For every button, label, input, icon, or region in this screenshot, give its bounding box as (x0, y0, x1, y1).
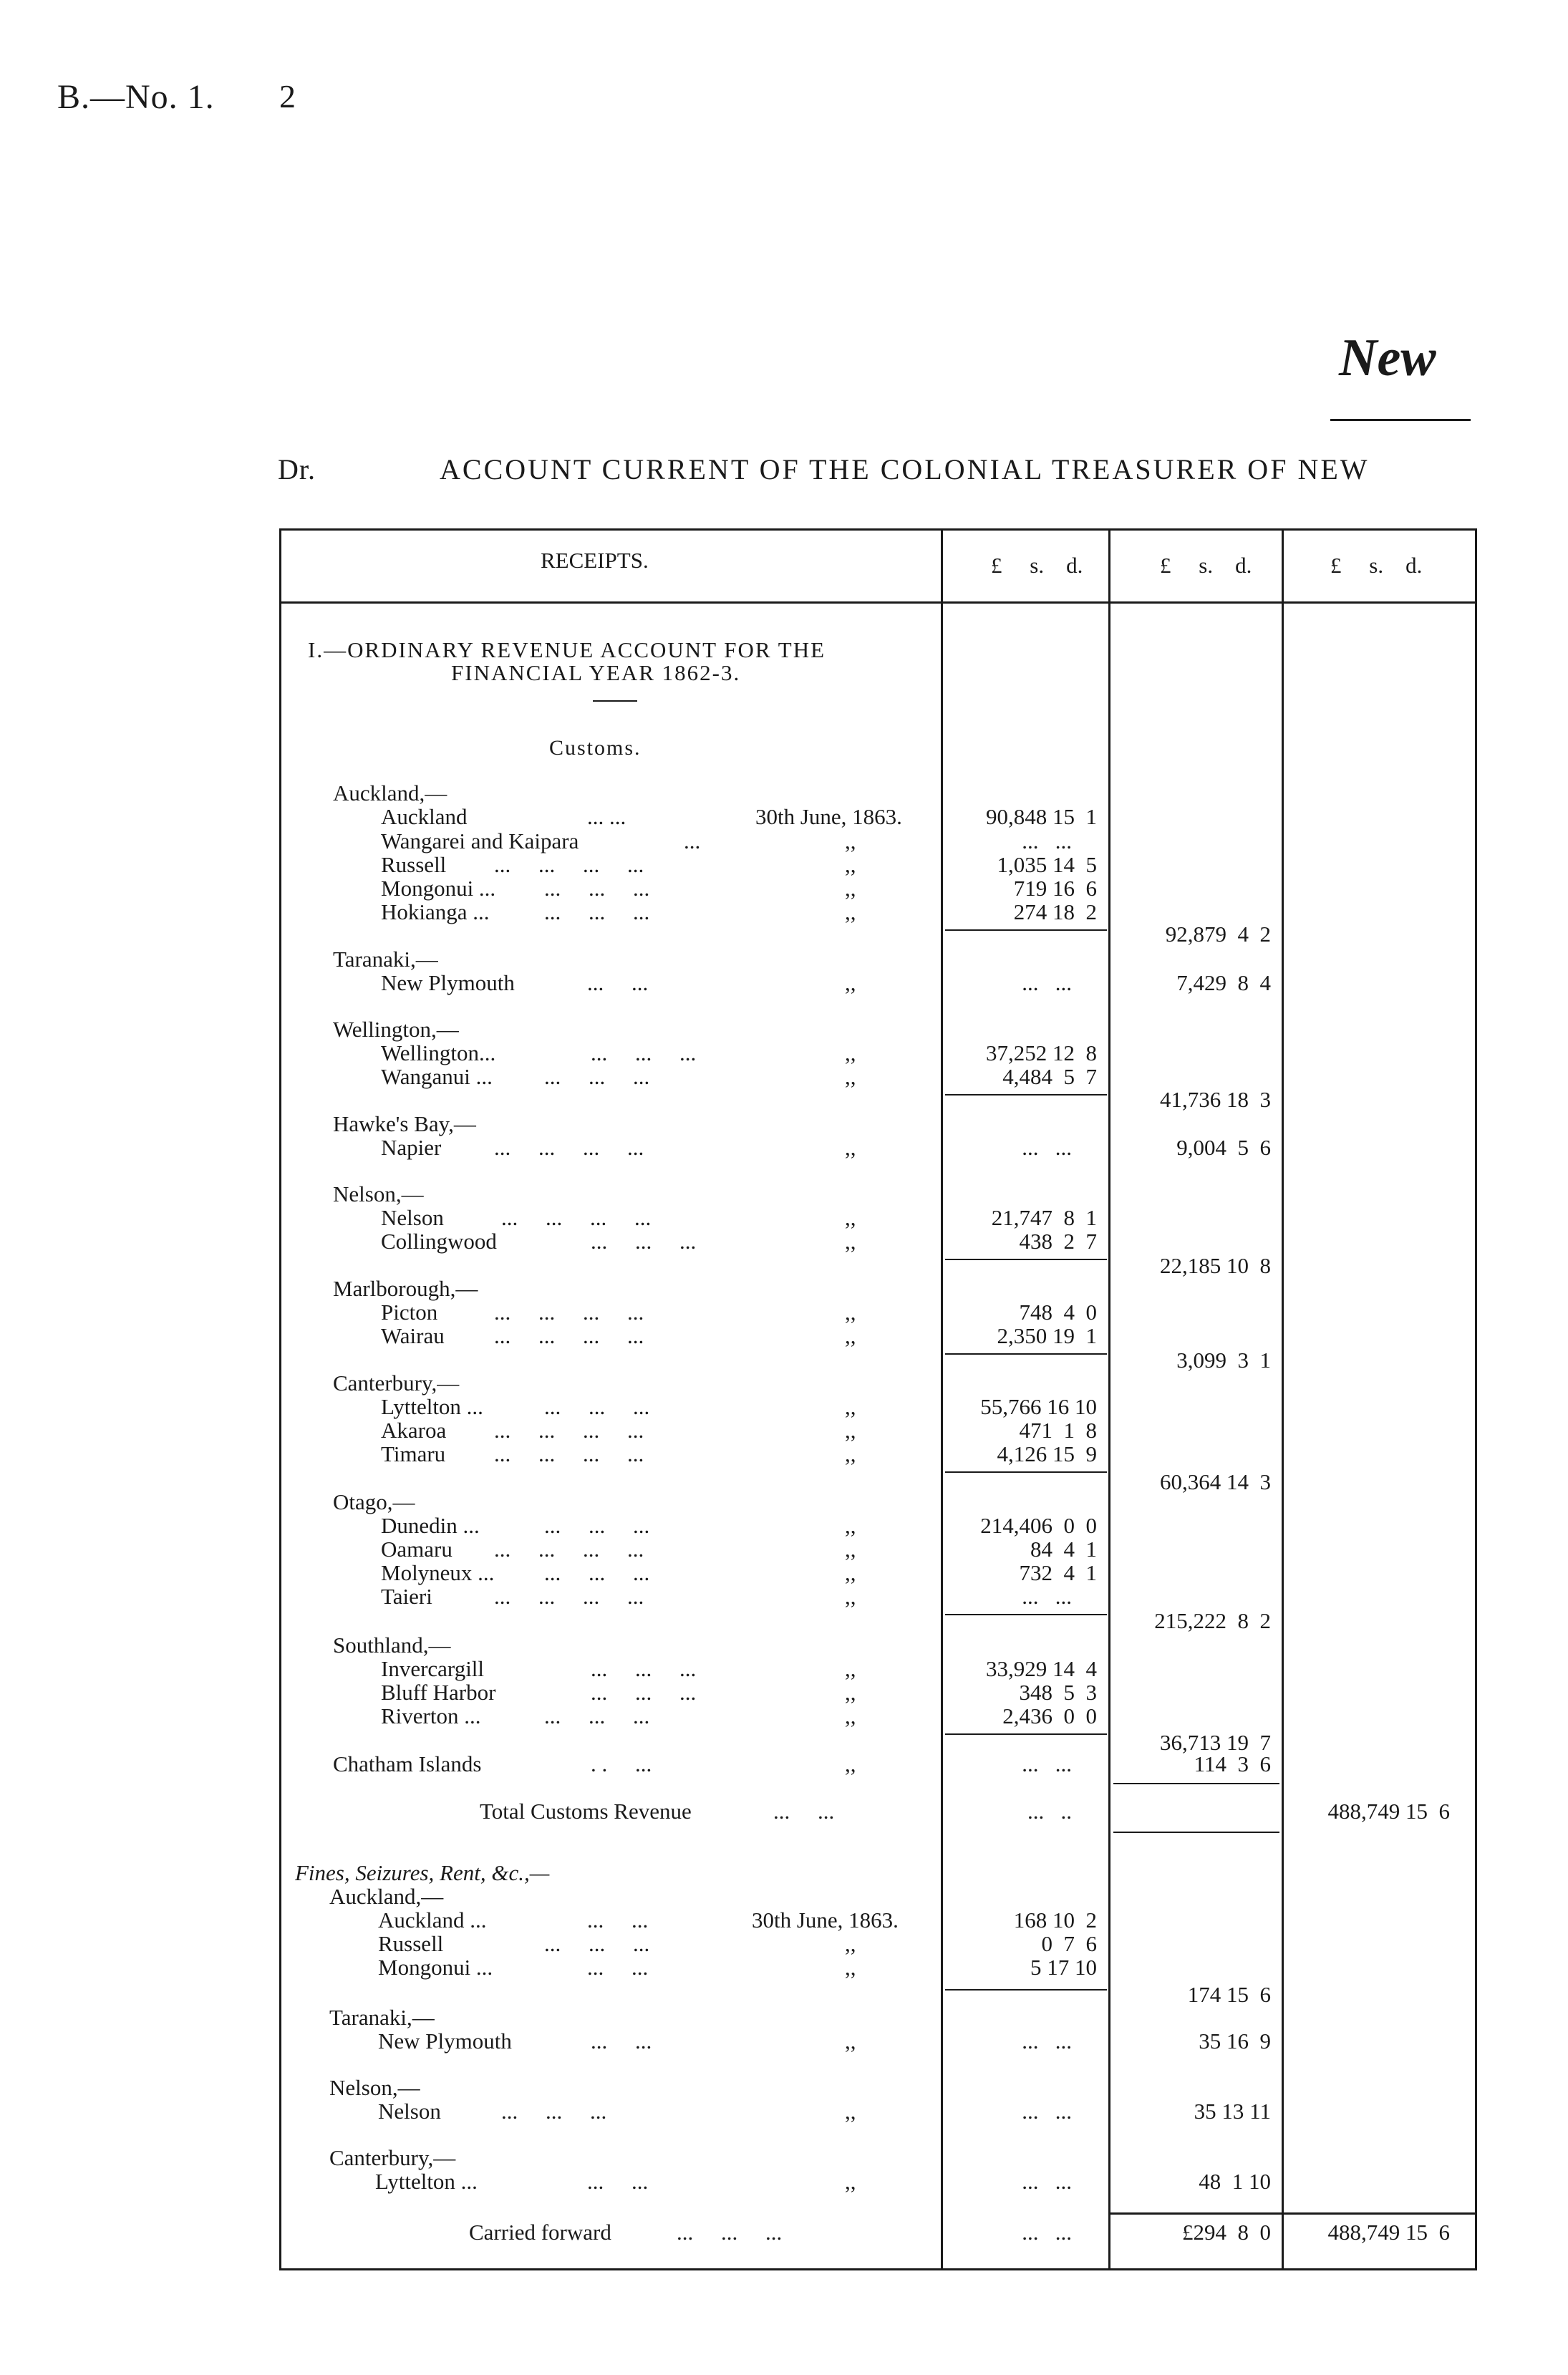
amount-col1: 55,766 16 10 (980, 1394, 1097, 1419)
port-label: Chatham Islands (333, 1751, 482, 1776)
ditto-mark: ,, (845, 2099, 856, 2124)
dot-leader: ... ... ... (544, 876, 650, 901)
amount-col1: 2,436 0 0 (1002, 1703, 1097, 1728)
ditto-mark: ,, (845, 1680, 856, 1705)
port-label: Wangarei and Kaipara (381, 828, 579, 853)
ditto-mark: ,, (845, 1931, 856, 1956)
amount-col1: 471 1 8 (1019, 1418, 1097, 1443)
subtotal-col2: 22,185 10 8 (1160, 1253, 1271, 1278)
carried-forward-label: Carried forward (469, 2220, 611, 2245)
amount-col1: ... ... (1022, 2099, 1072, 2124)
ditto-mark: ,, (845, 1584, 856, 1609)
dot-leader: ... ... (587, 1907, 649, 1933)
subtotal-col2: 36,713 19 7 (1160, 1730, 1271, 1755)
table-left-border (279, 528, 281, 2270)
dot-leader: ... ... ... (591, 1680, 697, 1705)
dot-leader: ... ... (587, 970, 649, 995)
district-heading: Southland,— (333, 1632, 451, 1658)
district-heading: Marlborough,— (333, 1276, 478, 1301)
port-label: Riverton ... (381, 1703, 481, 1728)
port-label: Hokianga ... (381, 899, 490, 924)
carried-forward-rule (1110, 2212, 1476, 2215)
ditto-mark: ,, (845, 1135, 856, 1160)
amount-col1: 4,126 15 9 (997, 1441, 1097, 1466)
subtotal-col2: 41,736 18 3 (1160, 1087, 1271, 1112)
ditto-mark: ,, (845, 1537, 856, 1562)
port-label: Auckland (381, 804, 468, 829)
port-label: Wellington... (381, 1040, 496, 1065)
ditto-mark: ,, (845, 1751, 856, 1776)
dot-leader: ... ... (587, 1955, 649, 1980)
dot-leader: ... ... ... (591, 1229, 697, 1254)
heading-fragment: New (1339, 329, 1436, 387)
subtotal-col2: 35 16 9 (1199, 2028, 1271, 2054)
district-heading: Taranaki,— (329, 2005, 435, 2030)
subtotal-rule (945, 1733, 1107, 1735)
total-customs-label: Total Customs Revenue (480, 1799, 692, 1824)
ditto-mark: ,, (845, 1656, 856, 1681)
subtotal-col2: 7,429 8 4 (1176, 970, 1271, 995)
subtotal-col2: 35 13 11 (1194, 2099, 1271, 2124)
district-heading: Nelson,— (333, 1181, 424, 1206)
district-heading: Wellington,— (333, 1017, 459, 1042)
dot-leader: . . ... (591, 1751, 652, 1776)
date-label: 30th June, 1863. (755, 804, 902, 829)
amount-col1: 0 7 6 (1041, 1931, 1097, 1956)
port-label: New Plymouth (378, 2028, 512, 2054)
dot-leader: ... ... ... ... (494, 852, 644, 877)
district-heading: Taranaki,— (333, 947, 438, 972)
amount-col1: 732 4 1 (1019, 1560, 1097, 1585)
subtotal-rule (1113, 1832, 1279, 1833)
port-label: Akaroa (381, 1418, 447, 1443)
dot-leader: ... ... ... ... (494, 1584, 644, 1609)
ditto-mark: ,, (845, 876, 856, 901)
port-label: Bluff Harbor (381, 1680, 496, 1705)
ditto-mark: ,, (845, 1513, 856, 1538)
port-label: Dunedin ... (381, 1513, 480, 1538)
amount-col1: 1,035 14 5 (997, 852, 1097, 877)
date-label: 30th June, 1863. (752, 1907, 899, 1933)
dot-leader: ... ... ... (591, 1656, 697, 1681)
subtotal-rule (945, 1471, 1107, 1473)
ditto-mark: ,, (845, 1064, 856, 1089)
amount-col1: ... ... (1022, 1751, 1072, 1776)
carried-col2: £294 8 0 (1182, 2220, 1271, 2245)
subtotal-rule (945, 1989, 1107, 1991)
district-heading: Canterbury,— (333, 1370, 460, 1396)
amount-col1: 748 4 0 (1019, 1300, 1097, 1325)
dot-leader: ... ... (587, 2169, 649, 2194)
subtotal-col2: 3,099 3 1 (1176, 1348, 1271, 1373)
dot-leader: ... ... ... (591, 1040, 697, 1065)
dot-leader: ... ... ... ... (494, 1300, 644, 1325)
port-label: Russell (378, 1931, 444, 1956)
subtotal-rule (945, 1614, 1107, 1615)
ditto-mark: ,, (845, 1441, 856, 1466)
amount-col1: 5 17 10 (1030, 1955, 1097, 1980)
section-title-rule (593, 700, 637, 702)
ditto-mark: ,, (845, 1955, 856, 1980)
ditto-mark: ,, (845, 899, 856, 924)
dot-leader: ... ... ... (677, 2220, 783, 2245)
ditto-mark: ,, (845, 852, 856, 877)
port-label: Nelson (381, 1205, 444, 1230)
port-label: Russell (381, 852, 447, 877)
district-heading: Hawke's Bay,— (333, 1111, 476, 1136)
port-label: Lyttelton ... (381, 1394, 483, 1419)
port-label: Taieri (381, 1584, 432, 1609)
dot-leader: ... ... ... ... (494, 1537, 644, 1562)
subtotal-rule (945, 1353, 1107, 1355)
money-column-header-3: £ s. d. (1330, 553, 1423, 578)
dot-leader: ... ... ... (501, 2099, 607, 2124)
amount-col1: 90,848 15 1 (986, 804, 1097, 829)
amount-col1: ... ... (1022, 970, 1072, 995)
subtotal-col2: 9,004 5 6 (1176, 1135, 1271, 1160)
amount-col1: ... ... (1022, 2169, 1072, 2194)
ditto-mark: ,, (845, 1205, 856, 1230)
amount-col1: ... ... (1022, 828, 1072, 853)
dot-leader: ... ... ... (544, 1394, 650, 1419)
debit-label: Dr. (278, 453, 316, 485)
amount-col1: 274 18 2 (1013, 899, 1097, 924)
port-label: Picton (381, 1300, 438, 1325)
ditto-mark: ,, (845, 1323, 856, 1348)
dot-leader: ... ... ... (544, 1513, 650, 1538)
customs-heading: Customs. (549, 736, 642, 760)
section-title-line-1: I.—ORDINARY REVENUE ACCOUNT FOR THE (308, 637, 826, 662)
port-label: Nelson (378, 2099, 441, 2124)
subtotal-col2: 60,364 14 3 (1160, 1469, 1271, 1494)
subtotal-rule (945, 1094, 1107, 1095)
subtotal-col2: 114 3 6 (1194, 1751, 1271, 1776)
subtotal-rule (945, 1259, 1107, 1260)
dot-leader: ... ... (773, 1799, 835, 1824)
amount-col1: 33,929 14 4 (986, 1656, 1097, 1681)
ditto-mark: ,, (845, 1560, 856, 1585)
subtotal-rule (1113, 1783, 1279, 1784)
district-heading: Auckland,— (329, 1884, 444, 1909)
ditto-mark: ,, (845, 1418, 856, 1443)
ditto-mark: ,, (845, 970, 856, 995)
subtotal-col2: 92,879 4 2 (1165, 922, 1271, 947)
ditto-mark: ,, (845, 1703, 856, 1728)
dot-leader: ... ... ... (544, 899, 650, 924)
dot-leader: ... ... ... (544, 1931, 650, 1956)
district-heading: Otago,— (333, 1489, 415, 1514)
port-label: Lyttelton ... (375, 2169, 478, 2194)
page-number: 2 (279, 78, 296, 115)
port-label: Mongonui ... (381, 876, 496, 901)
dot-leader: ... ... ... ... (501, 1205, 652, 1230)
district-heading: Nelson,— (329, 2075, 420, 2100)
page-reference: B.—No. 1. (57, 78, 215, 116)
subtotal-col2: 174 15 6 (1187, 1982, 1271, 2007)
port-label: Invercargill (381, 1656, 485, 1681)
ditto-mark: ,, (845, 1229, 856, 1254)
amount-col1: 214,406 0 0 (980, 1513, 1097, 1538)
subtotal-rule (945, 929, 1107, 931)
amount-col1: ... ... (1022, 2028, 1072, 2054)
ditto-mark: ,, (845, 2028, 856, 2054)
port-label: Collingwood (381, 1229, 497, 1254)
port-label: Timaru (381, 1441, 446, 1466)
money-column-header-1: £ s. d. (991, 553, 1083, 578)
ditto-mark: ,, (845, 1394, 856, 1419)
amount-col1: ... ... (1022, 1584, 1072, 1609)
amount-col1: ... ... (1022, 1135, 1072, 1160)
district-heading: Auckland,— (333, 780, 447, 806)
fines-heading: Fines, Seizures, Rent, &c.,— (295, 1860, 550, 1885)
dot-leader: ... ... ... ... (494, 1418, 644, 1443)
amount-col1: 2,350 19 1 (997, 1323, 1097, 1348)
amount-col1: 37,252 12 8 (986, 1040, 1097, 1065)
ditto-mark: ,, (845, 1300, 856, 1325)
amount-col1: ... ... (1022, 2220, 1072, 2245)
amount-col1: ... .. (1027, 1799, 1072, 1824)
amount-col1: 719 16 6 (1013, 876, 1097, 901)
column-divider-3 (1282, 528, 1284, 2270)
ditto-mark: ,, (845, 828, 856, 853)
district-heading: Canterbury,— (329, 2145, 456, 2170)
table-right-border (1475, 528, 1477, 2270)
column-divider-2 (1108, 528, 1110, 2270)
port-label: Wairau (381, 1323, 445, 1348)
receipts-column-header: RECEIPTS. (541, 548, 649, 573)
amount-col1: 84 4 1 (1030, 1537, 1097, 1562)
dot-leader: ... (684, 828, 701, 853)
ditto-mark: ,, (845, 2169, 856, 2194)
amount-col1: 438 2 7 (1019, 1229, 1097, 1254)
subtotal-col2: 48 1 10 (1199, 2169, 1271, 2194)
table-bottom-border (279, 2268, 1477, 2270)
dot-leader: ... ... ... (544, 1064, 650, 1089)
dot-leader: ... ... (587, 804, 626, 829)
account-title: ACCOUNT CURRENT OF THE COLONIAL TREASURER OF NEW (440, 453, 1370, 485)
port-label: New Plymouth (381, 970, 515, 995)
port-label: Napier (381, 1135, 442, 1160)
port-label: Molyneux ... (381, 1560, 495, 1585)
dot-leader: ... ... ... ... (494, 1441, 644, 1466)
port-label: Mongonui ... (378, 1955, 493, 1980)
header-bottom-rule (279, 601, 1477, 604)
dot-leader: ... ... ... ... (494, 1323, 644, 1348)
amount-col1: 4,484 5 7 (1002, 1064, 1097, 1089)
dot-leader: ... ... ... (544, 1703, 650, 1728)
subtotal-col2: 215,222 8 2 (1154, 1608, 1271, 1633)
port-label: Oamaru (381, 1537, 453, 1562)
table-top-border (279, 528, 1477, 531)
section-title-line-2: FINANCIAL YEAR 1862-3. (451, 660, 741, 685)
port-label: Wanganui ... (381, 1064, 493, 1089)
ditto-mark: ,, (845, 1040, 856, 1065)
amount-col1: 168 10 2 (1013, 1907, 1097, 1933)
dot-leader: ... ... (591, 2028, 652, 2054)
carried-col3: 488,749 15 6 (1327, 2220, 1450, 2245)
total-col3: 488,749 15 6 (1327, 1799, 1450, 1824)
money-column-header-2: £ s. d. (1160, 553, 1252, 578)
amount-col1: 21,747 8 1 (991, 1205, 1097, 1230)
heading-rule (1330, 419, 1471, 421)
port-label: Auckland ... (378, 1907, 487, 1933)
amount-col1: 348 5 3 (1019, 1680, 1097, 1705)
dot-leader: ... ... ... (544, 1560, 650, 1585)
dot-leader: ... ... ... ... (494, 1135, 644, 1160)
